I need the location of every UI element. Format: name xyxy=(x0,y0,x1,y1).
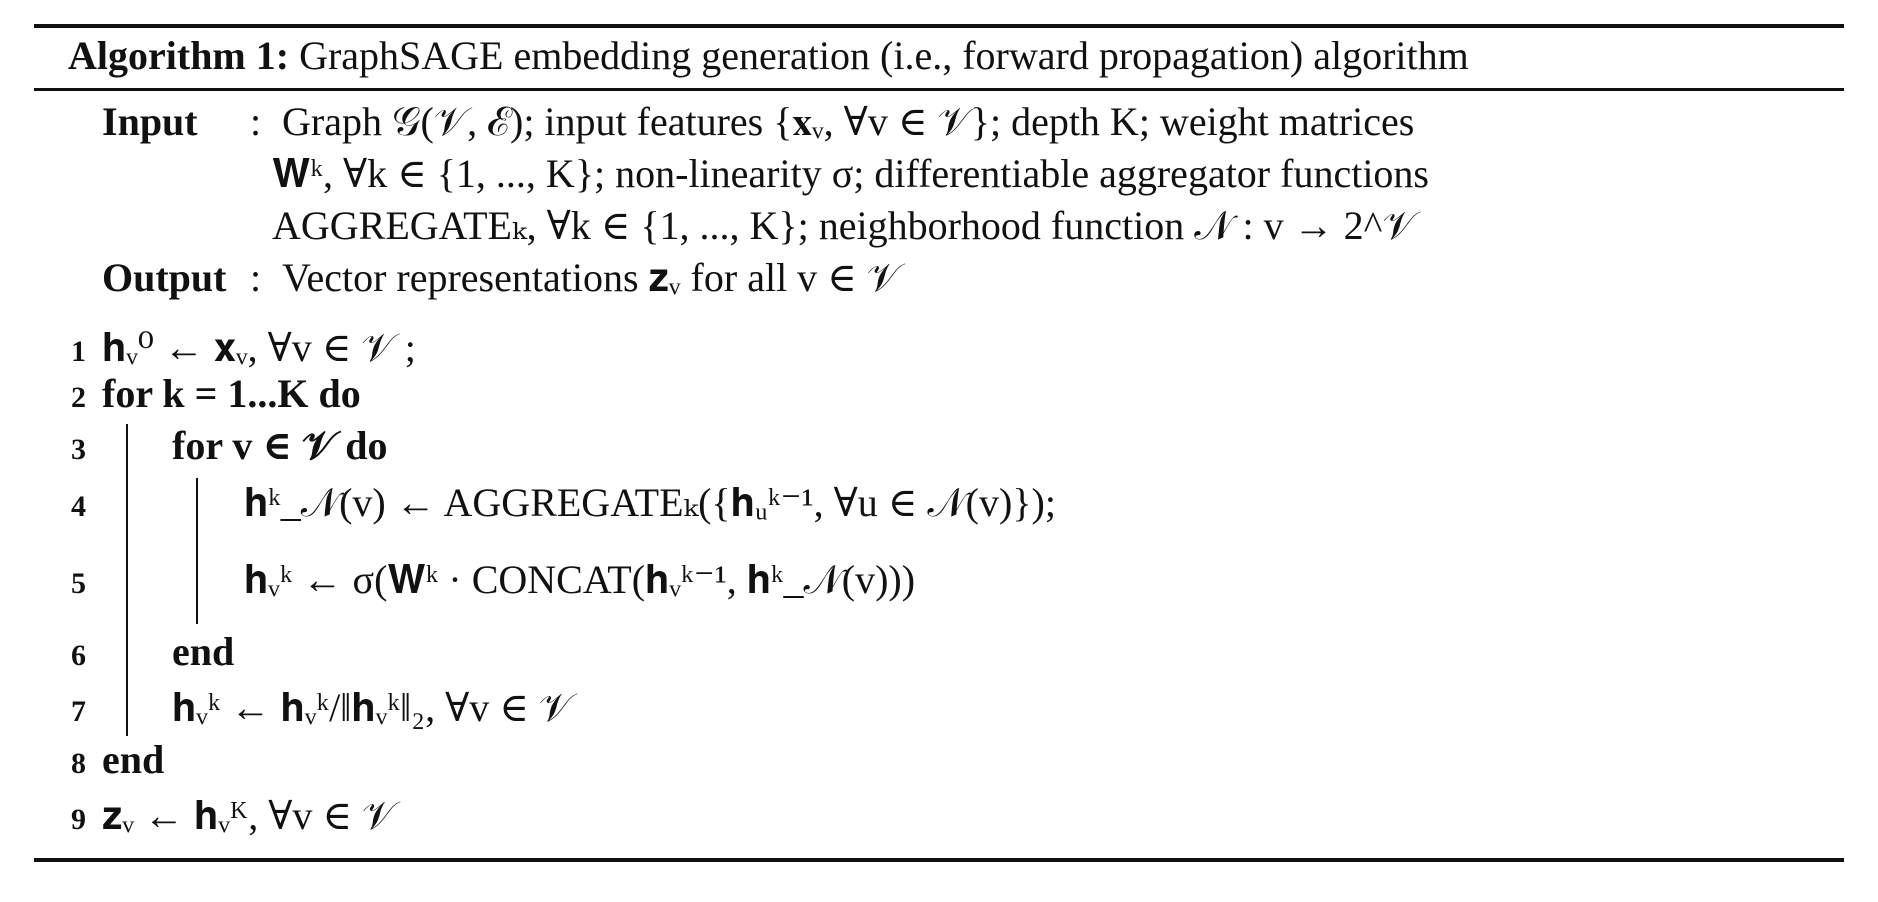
code-line-2: for k = 1...K do xyxy=(102,371,361,416)
bottom-rule xyxy=(34,858,1844,862)
line-number: 4 xyxy=(71,490,86,523)
line-number: 3 xyxy=(71,433,86,466)
code-line-6: end xyxy=(172,629,235,674)
output-label: Output xyxy=(102,255,227,300)
output-colon: : xyxy=(250,255,262,300)
code-line-5: 𝐡ᵥᵏ ← σ(𝐖ᵏ · CONCAT(𝐡ᵥᵏ⁻¹, 𝐡ᵏ_𝒩(v))) xyxy=(244,557,916,602)
output-text: Vector representations 𝐳ᵥ for all v ∈ 𝒱 xyxy=(282,255,901,300)
outer-loop-scope-bar xyxy=(126,424,128,736)
code-line-7: 𝐡ᵥᵏ ← 𝐡ᵥᵏ/‖𝐡ᵥᵏ‖₂, ∀v ∈ 𝒱 xyxy=(172,685,573,730)
code-line-4: 𝐡ᵏ_𝒩(v) ← AGGREGATEₖ({𝐡ᵤᵏ⁻¹, ∀u ∈ 𝒩(v)}); xyxy=(244,480,1056,525)
input-line-2: 𝐖ᵏ, ∀k ∈ {1, ..., K}; non-linearity σ; differentiable aggregator functions xyxy=(272,151,1429,196)
input-label: Input xyxy=(102,99,198,144)
line-number: 5 xyxy=(71,567,86,600)
line-number: 2 xyxy=(71,381,86,414)
line-number: 9 xyxy=(71,803,86,836)
algorithm-caption xyxy=(68,32,1469,80)
line-number: 6 xyxy=(71,639,86,672)
caption-rule xyxy=(34,88,1844,91)
input-colon: : xyxy=(250,99,262,144)
top-rule xyxy=(34,24,1844,28)
inner-loop-scope-bar xyxy=(196,478,198,624)
line-number: 7 xyxy=(71,695,86,728)
input-line-3: AGGREGATEₖ, ∀k ∈ {1, ..., K}; neighborhood function 𝒩 : v → 2^𝒱 xyxy=(272,203,1416,248)
line-number: 8 xyxy=(71,747,86,780)
algorithm-title: GraphSAGE embedding generation (i.e., forward propagation) algorithm xyxy=(299,33,1469,78)
code-line-3: for v ∈ 𝒱 do xyxy=(172,423,388,468)
algorithm-label: Algorithm 1: xyxy=(68,33,290,78)
line-number: 1 xyxy=(71,335,86,368)
code-line-9: 𝐳ᵥ ← 𝐡ᵥᴷ, ∀v ∈ 𝒱 xyxy=(102,793,396,838)
input-line-1: Graph 𝒢(𝒱, ℰ); input features {𝐱ᵥ, ∀v ∈ 𝒱}; depth K; weight matrices xyxy=(282,99,1415,144)
code-line-8: end xyxy=(102,737,165,782)
code-line-1: 𝐡ᵥ⁰ ← 𝐱ᵥ, ∀v ∈ 𝒱 ; xyxy=(102,325,416,370)
